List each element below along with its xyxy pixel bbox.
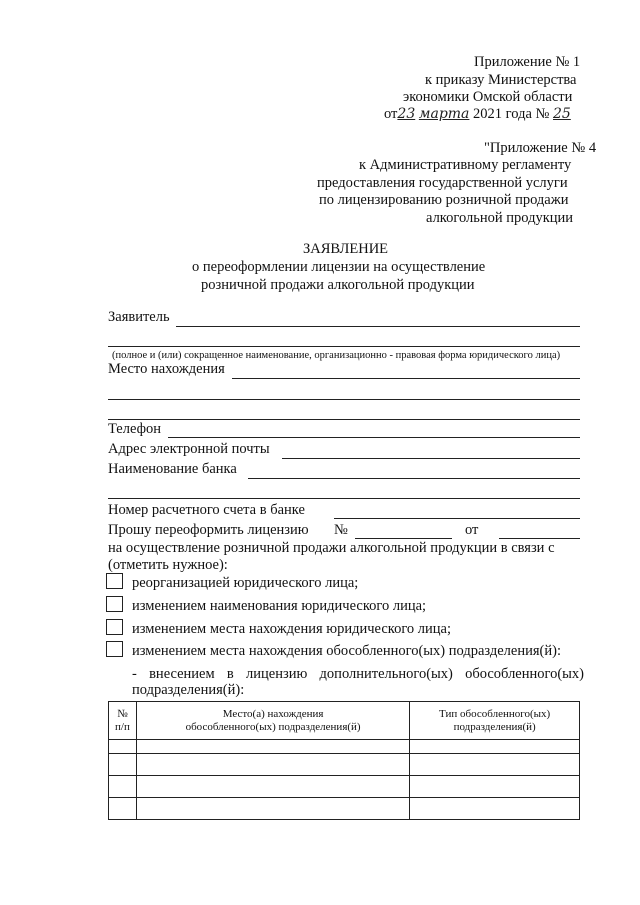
option-label-4: изменением места нахождения обособленного(ых) подразделения(й): <box>132 643 561 659</box>
account-label: Номер расчетного счета в банке <box>108 502 305 518</box>
option-checkbox-1[interactable] <box>106 573 123 589</box>
applicant-field[interactable] <box>176 326 580 327</box>
license-number-sign: № <box>334 522 348 538</box>
table-row <box>109 798 580 820</box>
bank-field[interactable] <box>248 478 580 479</box>
addition-line2: подразделения(й): <box>132 682 245 698</box>
date-day: 23 <box>397 106 416 122</box>
option-label-3: изменением места нахождения юридического лица; <box>132 621 451 637</box>
applicant-label: Заявитель <box>108 309 170 325</box>
applicant-hint: (полное и (или) сокращенное наименование, организационно - правовая форма юридического лица) <box>112 350 561 361</box>
date-month: марта <box>418 106 470 122</box>
date-prefix: от <box>384 106 398 122</box>
bank-field-2[interactable] <box>108 498 580 499</box>
location-field[interactable] <box>232 378 580 379</box>
appendix1-date <box>384 106 571 123</box>
bank-label: Наименование банка <box>108 461 237 477</box>
option-checkbox-4[interactable] <box>106 641 123 657</box>
addition-line1: - внесением в лицензию дополнительного(ых) обособленного(ых) <box>132 666 584 682</box>
date-year: 2021 года № <box>473 106 550 122</box>
appendix1-line3: экономики Омской области <box>403 89 573 105</box>
reason-line2: (отметить нужное): <box>108 557 228 573</box>
license-from-label: от <box>465 522 479 538</box>
table-row <box>109 740 580 754</box>
phone-label: Телефон <box>108 421 161 437</box>
table-header-type: Тип обособленного(ых) подразделения(й) <box>410 702 580 740</box>
phone-field[interactable] <box>168 437 580 438</box>
email-field[interactable] <box>282 458 580 459</box>
option-label-2: изменением наименования юридического лица; <box>132 598 427 614</box>
email-label: Адрес электронной почты <box>108 441 270 457</box>
appendix4-line1: "Приложение № 4 <box>484 140 597 156</box>
reason-line1: на осуществление розничной продажи алкогольной продукции в связи с <box>108 540 555 556</box>
table-header-number: № п/п <box>109 702 137 740</box>
license-number-field[interactable] <box>355 538 452 539</box>
appendix1-line2: к приказу Министерства <box>425 72 577 88</box>
appendix4-line4: по лицензированию розничной продажи <box>319 192 569 208</box>
location-field-2[interactable] <box>108 399 580 400</box>
appendix4-line2: к Административному регламенту <box>359 157 572 173</box>
title-sub2: розничной продажи алкогольной продукции <box>201 277 475 293</box>
table-header-location: Место(а) нахождения обособленного(ых) подразделения(й) <box>136 702 409 740</box>
date-number: 25 <box>552 106 571 122</box>
appendix4-line3: предоставления государственной услуги <box>317 175 568 191</box>
option-checkbox-2[interactable] <box>106 596 123 612</box>
appendix4-line5: алкогольной продукции <box>426 210 574 226</box>
table-header-row <box>109 702 580 740</box>
subdivisions-table <box>108 701 580 820</box>
license-date-field[interactable] <box>499 538 580 539</box>
title-sub1: о переоформлении лицензии на осуществление <box>192 259 486 275</box>
location-field-3[interactable] <box>108 419 580 420</box>
account-field[interactable] <box>334 518 580 519</box>
location-label: Место нахождения <box>108 361 225 377</box>
page-title: ЗАЯВЛЕНИЕ <box>303 241 389 257</box>
request-label: Прошу переоформить лицензию <box>108 522 309 538</box>
table-row <box>109 776 580 798</box>
option-label-1: реорганизацией юридического лица; <box>132 575 359 591</box>
table-row <box>109 754 580 776</box>
option-checkbox-3[interactable] <box>106 619 123 635</box>
appendix1-line1: Приложение № 1 <box>474 54 581 70</box>
applicant-field-2[interactable] <box>108 346 580 347</box>
